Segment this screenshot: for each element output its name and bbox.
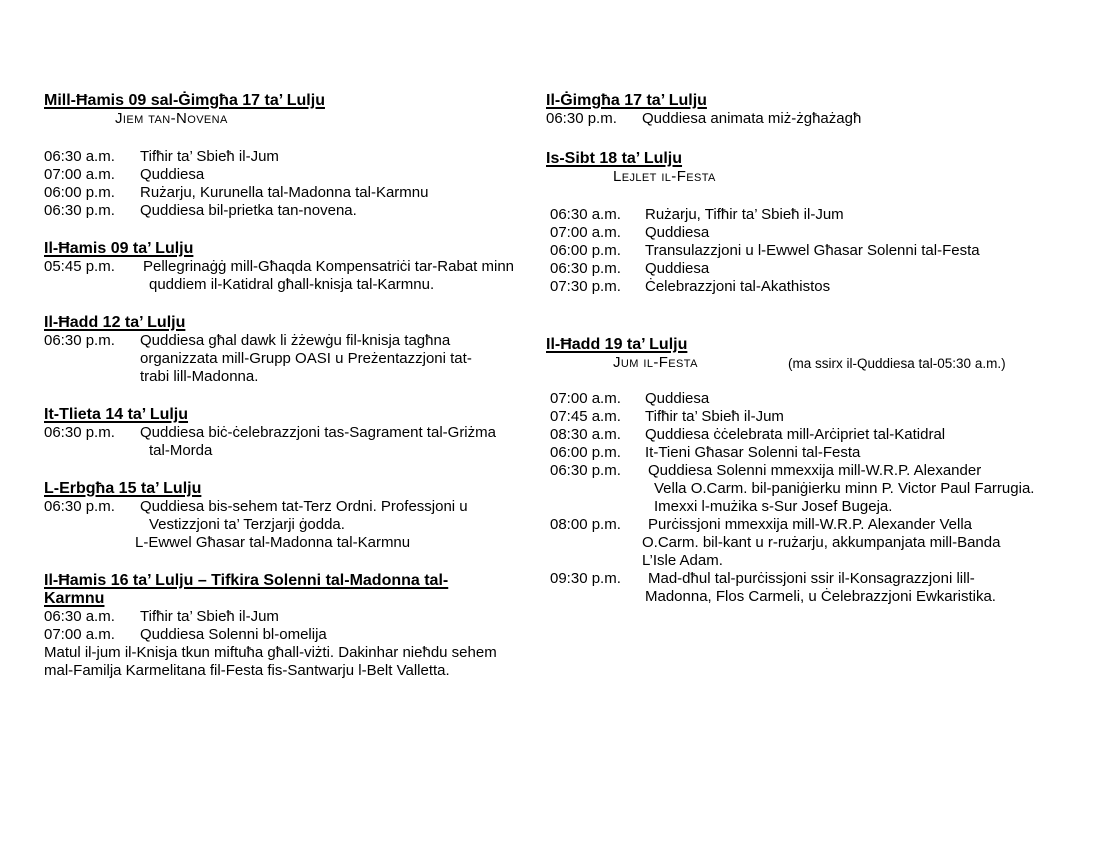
section-heading-text: Il-Ħadd 19 ta’ Lulju <box>546 336 688 353</box>
entry-time: 06:30 a.m. <box>44 608 115 625</box>
section-heading <box>44 480 544 498</box>
entry-line: Quddiesa biċ-ċelebrazzjoni tas-Sagrament tal-Griżma <box>140 424 496 441</box>
entry-time: 09:30 p.m. <box>550 570 621 587</box>
section-heading-text: Il-Ħadd 12 ta’ Lulju <box>44 314 186 331</box>
section-heading <box>44 572 544 608</box>
section-subheading: Lejlet il-Festa <box>613 168 716 185</box>
entry-time: 06:30 p.m. <box>546 110 617 127</box>
section-heading-line <box>44 572 544 590</box>
entry-line: Quddiesa Solenni bl-omelija <box>140 626 327 643</box>
entry-description <box>140 166 544 184</box>
entry-description <box>645 444 1100 462</box>
entry-description <box>645 408 1100 426</box>
entry-description <box>140 608 544 626</box>
section-heading <box>44 314 544 332</box>
schedule-entries <box>44 148 544 220</box>
entry-description <box>645 278 1100 296</box>
section-heading-text: It-Tlieta 14 ta’ Lulju <box>44 406 189 423</box>
entry-line: Tifħir ta’ Sbieħ il-Jum <box>140 148 279 165</box>
entry-description <box>645 260 1100 278</box>
schedule-entry <box>546 278 1100 296</box>
section-novena-week <box>44 92 544 220</box>
schedule-entry <box>546 408 1100 426</box>
entry-time: 06:30 p.m. <box>550 260 621 277</box>
entry-line: Rużarju, Kurunella tal-Madonna tal-Karmnu <box>140 184 429 201</box>
schedule-entry <box>546 260 1100 278</box>
entry-line: Imexxi l-mużika s-Sur Josef Bugeja. <box>654 498 893 515</box>
entry-time: 08:30 a.m. <box>550 426 621 443</box>
entry-time: 07:00 a.m. <box>550 224 621 241</box>
entry-description <box>645 242 1100 260</box>
entry-line: Purċissjoni mmexxija mill-W.R.P. Alexander Vella <box>648 516 973 533</box>
schedule-entry <box>44 166 544 184</box>
section-heading-text: Is-Sibt 18 ta’ Lulju <box>546 150 683 167</box>
entry-time: 08:00 p.m. <box>550 516 621 533</box>
schedule-entry <box>44 332 544 386</box>
section-heading <box>546 336 1100 354</box>
entry-line: trabi lill-Madonna. <box>140 368 259 385</box>
entry-description <box>135 498 544 552</box>
entry-line: Rużarju, Tifħir ta’ Sbieħ il-Jum <box>645 206 844 223</box>
section-thursday-09 <box>44 240 544 294</box>
section-saturday-18 <box>546 150 1100 296</box>
schedule-entries <box>546 390 1100 606</box>
entry-time: 06:30 a.m. <box>550 206 621 223</box>
section-subheading-row <box>546 354 1100 372</box>
left-column <box>44 92 544 680</box>
entry-time: 05:45 p.m. <box>44 258 115 275</box>
entry-description <box>645 570 1100 606</box>
schedule-entry <box>546 206 1100 224</box>
entry-line: L-Ewwel Għasar tal-Madonna tal-Karmnu <box>135 534 411 551</box>
entry-description <box>140 184 544 202</box>
schedule-entries <box>44 258 544 294</box>
section-heading-text: Mill-Ħamis 09 sal-Ġimgħa 17 ta’ Lulju <box>44 92 325 109</box>
entry-description <box>645 224 1100 242</box>
entry-description <box>645 206 1100 224</box>
schedule-entry <box>546 242 1100 260</box>
entry-line: Vella O.Carm. bil-paniġierku minn P. Victor Paul Farrugia. <box>654 480 1035 497</box>
entry-line: Quddiesa għal dawk li żżewġu fil-knisja tagħna <box>140 332 451 349</box>
schedule-entries <box>44 424 544 460</box>
entry-description <box>140 258 544 294</box>
section-heading <box>44 406 544 424</box>
entry-line: Quddiesa bis-sehem tat-Terz Ordni. Professjoni u <box>140 498 468 515</box>
schedule-entry <box>44 424 544 460</box>
entry-description <box>645 390 1100 408</box>
entry-time: 06:30 p.m. <box>550 462 621 479</box>
entry-description <box>642 516 1100 570</box>
section-tuesday-14 <box>44 406 544 460</box>
schedule-entry <box>44 202 544 220</box>
entry-time: 07:45 a.m. <box>550 408 621 425</box>
section-heading <box>44 92 544 110</box>
entry-line: Quddiesa <box>140 166 205 183</box>
entry-time: 06:30 p.m. <box>44 202 115 219</box>
entry-description <box>140 332 544 386</box>
entry-line: Madonna, Flos Carmeli, u Ċelebrazzjoni Ewkaristika. <box>645 588 996 605</box>
entry-time: 07:00 a.m. <box>44 626 115 643</box>
section-heading-text: Karmnu <box>44 590 105 607</box>
entry-line: organizzata mill-Grupp OASI u Preżentazzjoni tat- <box>140 350 472 367</box>
schedule-entry <box>44 498 544 552</box>
entry-line: quddiem il-Katidral għall-knisja tal-Karmnu. <box>149 276 435 293</box>
section-note-line: mal-Familja Karmelitana fil-Festa fis-Santwarju l-Belt Valletta. <box>44 662 450 679</box>
schedule-entries <box>546 110 1100 128</box>
schedule-entries <box>546 206 1100 296</box>
section-heading-line <box>44 590 544 608</box>
entry-description <box>140 148 544 166</box>
schedule-entry <box>44 148 544 166</box>
entry-time: 07:00 a.m. <box>44 166 115 183</box>
right-column <box>546 92 1100 606</box>
schedule-entries <box>44 608 544 644</box>
section-subheading-note: (ma ssirx il-Quddiesa tal-05:30 a.m.) <box>788 356 1006 371</box>
schedule-entry <box>44 184 544 202</box>
schedule-entry <box>546 110 1100 128</box>
entry-time: 06:00 p.m. <box>44 184 115 201</box>
schedule-entry <box>546 570 1100 606</box>
entry-time: 07:30 p.m. <box>550 278 621 295</box>
entry-time: 06:00 p.m. <box>550 242 621 259</box>
schedule-entry <box>44 608 544 626</box>
schedule-entry <box>546 390 1100 408</box>
entry-line: Quddiesa ċċelebrata mill-Arċipriet tal-Katidral <box>645 426 946 443</box>
entry-line: Tifħir ta’ Sbieħ il-Jum <box>140 608 279 625</box>
entry-line: Tifħir ta’ Sbieħ il-Jum <box>645 408 784 425</box>
entry-line: tal-Morda <box>149 442 213 459</box>
schedule-entry <box>44 626 544 644</box>
entry-description <box>645 426 1100 444</box>
entry-description <box>140 626 544 644</box>
entry-line: Quddiesa animata miż-żgħażagħ <box>642 110 862 127</box>
entry-line: L’Isle Adam. <box>642 552 723 569</box>
entry-line: Ċelebrazzjoni tal-Akathistos <box>645 278 831 295</box>
schedule-entry <box>546 462 1100 516</box>
entry-line: Quddiesa Solenni mmexxija mill-W.R.P. Alexander <box>648 462 982 479</box>
schedule-entry <box>546 224 1100 242</box>
section-sunday-19 <box>546 336 1100 606</box>
entry-line: O.Carm. bil-kant u r-rużarju, akkumpanjata mill-Banda <box>642 534 1001 551</box>
section-thursday-16 <box>44 572 544 680</box>
section-heading <box>546 92 1100 110</box>
section-heading-text: Il-Ħamis 09 ta’ Lulju <box>44 240 194 257</box>
entry-description <box>140 424 544 460</box>
entry-description <box>645 462 1100 516</box>
section-subheading: Jum il-Festa <box>613 354 698 371</box>
schedule-entry <box>44 258 544 294</box>
entry-line: Pellegrinaġġ mill-Għaqda Kompensatriċi tar-Rabat minn <box>143 258 515 275</box>
section-heading-text: L-Erbgħa 15 ta’ Lulju <box>44 480 202 497</box>
section-heading <box>44 240 544 258</box>
entry-description <box>140 202 544 220</box>
entry-time: 06:00 p.m. <box>550 444 621 461</box>
entry-time: 06:30 p.m. <box>44 424 115 441</box>
entry-line: It-Tieni Għasar Solenni tal-Festa <box>645 444 861 461</box>
section-friday-17 <box>546 92 1100 128</box>
entry-time: 06:30 p.m. <box>44 332 115 349</box>
schedule-entry <box>546 426 1100 444</box>
section-sunday-12 <box>44 314 544 386</box>
entry-description <box>642 110 1100 128</box>
section-heading-text: Il-Ħamis 16 ta’ Lulju – Tifkira Solenni tal-Madonna tal- <box>44 572 449 589</box>
entry-time: 06:30 p.m. <box>44 498 115 515</box>
entry-line: Quddiesa <box>645 390 710 407</box>
schedule-entry <box>546 444 1100 462</box>
section-heading <box>546 150 1100 168</box>
entry-line: Quddiesa <box>645 260 710 277</box>
entry-line: Mad-dħul tal-purċissjoni ssir il-Konsagrazzjoni lill- <box>648 570 975 587</box>
schedule-entry <box>546 516 1100 570</box>
entry-time: 06:30 a.m. <box>44 148 115 165</box>
section-wednesday-15 <box>44 480 544 552</box>
section-subheading: Jiem tan-Novena <box>115 110 228 127</box>
section-note-line: Matul il-jum il-Knisja tkun miftuħa għall-viżti. Dakinhar nieħdu sehem <box>44 644 497 661</box>
section-heading-text: Il-Ġimgħa 17 ta’ Lulju <box>546 92 707 109</box>
entry-line: Vestizzjoni ta’ Terzjarji ġodda. <box>149 516 345 533</box>
schedule-entries <box>44 498 544 552</box>
entry-line: Transulazzjoni u l-Ewwel Għasar Solenni tal-Festa <box>645 242 980 259</box>
entry-line: Quddiesa bil-prietka tan-novena. <box>140 202 357 219</box>
schedule-entries <box>44 332 544 386</box>
entry-time: 07:00 a.m. <box>550 390 621 407</box>
entry-line: Quddiesa <box>645 224 710 241</box>
